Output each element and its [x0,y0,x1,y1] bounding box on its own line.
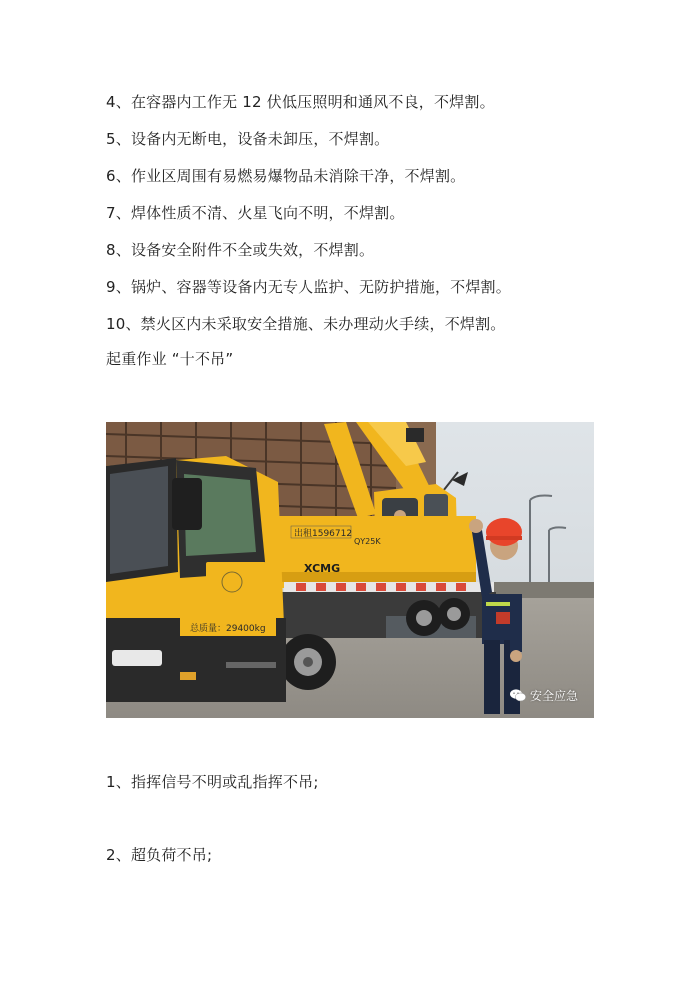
section-title: 起重作业 “十不吊” [106,350,234,368]
brand-logo: XCMG [304,562,341,575]
rule-5: 5、设备内无断电，设备未卸压，不焊割。 [106,130,390,148]
rule-4: 4、在容器内工作无 12 伏低压照明和通风不良，不焊割。 [106,93,495,111]
watermark-text: 安全应急 [529,689,578,703]
lift-rule-1: 1、指挥信号不明或乱指挥不吊; [106,773,319,791]
truck-cab [106,456,286,702]
rule-6: 6、作业区周围有易燃易爆物品未消除干净，不焊割。 [106,167,466,185]
wechat-icon [510,689,526,702]
door-weight-text: 总质量：29400kg [190,624,266,634]
rule-8: 8、设备安全附件不全或失效，不焊割。 [106,241,375,259]
boom-phone-text: 出租1596712 [294,529,353,539]
rule-10: 10、禁火区内未采取安全措施、未办理动火手续，不焊割。 [106,315,506,333]
watermark [510,687,578,704]
crane-photo [106,422,594,718]
model-text: QY25K [354,537,381,546]
rule-7: 7、焊体性质不清、火星飞向不明，不焊割。 [106,204,405,222]
lift-rule-2: 2、超负荷不吊; [106,846,213,864]
rule-9: 9、锅炉、容器等设备内无专人监护、无防护措施，不焊割。 [106,278,511,296]
safety-helmet [486,518,522,546]
